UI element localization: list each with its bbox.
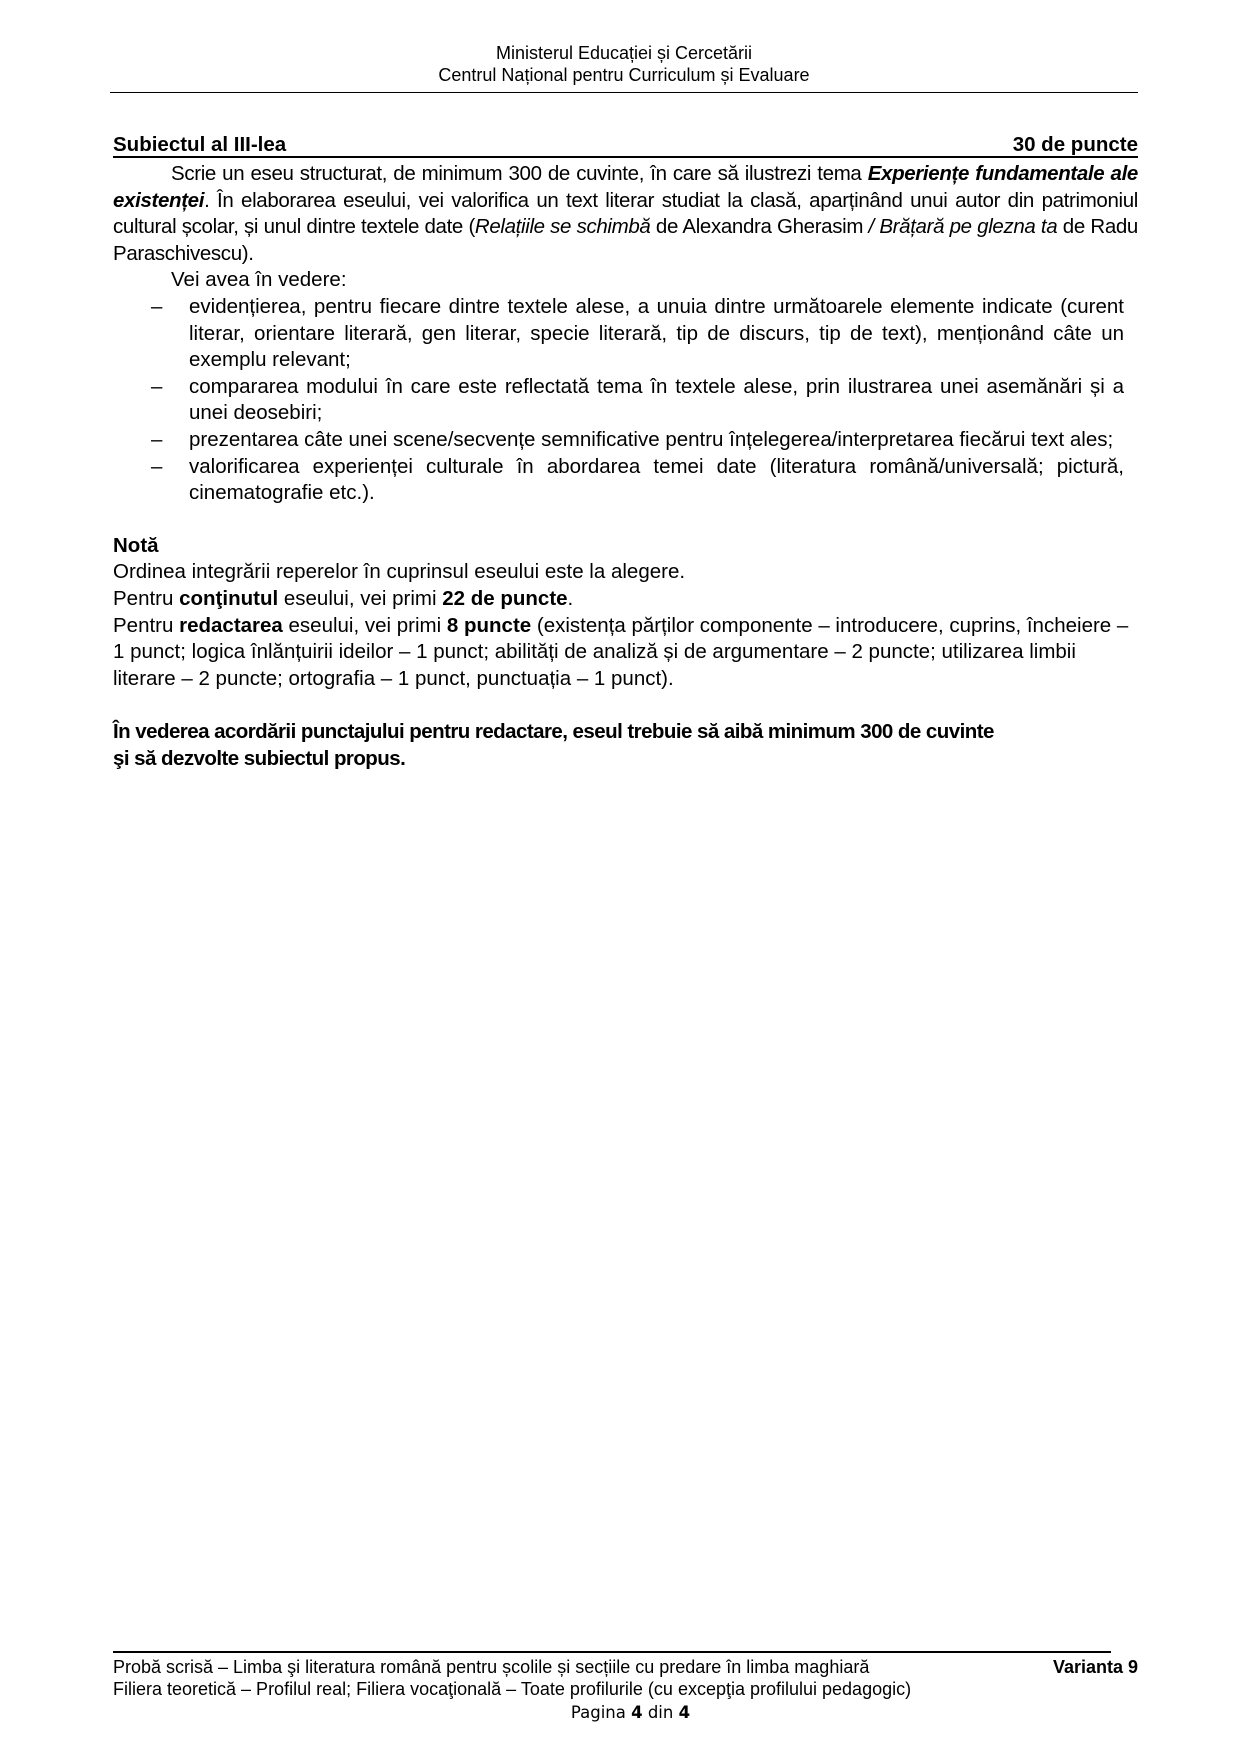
requirement-text: evidențierea, pentru fiecare dintre textele alese, a unuia dintre următoarele elemente indicate (curent literar, orientare literară, gen literar, specie literară, tip de discurs, tip de text), menționând câte un exemplu relevant;	[189, 294, 1124, 372]
requirements-lead: Vei avea în vedere:	[171, 268, 347, 292]
dash-bullet: –	[151, 374, 163, 398]
text: Toate	[520, 1679, 565, 1699]
exam-name: Probă scrisă – Limba şi literatura română pentru școlile și secțiile cu predare în limba maghiară	[113, 1657, 870, 1677]
text: eseului, vei primi	[282, 613, 447, 637]
center-name: Centrul Național pentru Curriculum și Evaluare	[438, 65, 810, 85]
requirements-list	[113, 294, 1124, 507]
text: eseului, vei primi	[278, 586, 443, 610]
ministry-name: Ministerul Educației și Cercetării	[495, 43, 753, 63]
content-points: 22 de puncte	[442, 586, 568, 610]
dash-bullet: –	[151, 454, 163, 478]
text: .	[567, 586, 574, 610]
text-separator: /	[868, 215, 880, 239]
requirement-item	[113, 454, 1124, 507]
essay-prompt	[113, 161, 1138, 267]
variant-label: Varianta 9	[1052, 1657, 1138, 1677]
text1-author: de Alexandra Gherasim	[650, 215, 869, 239]
text: profilurile (cu excepţia profilului pedagogic)	[564, 1679, 912, 1699]
note-content-score	[113, 586, 1138, 613]
text: Pentru	[113, 586, 180, 610]
requirement-text: compararea modului în care este reflectată tema în textele alese, prin ilustrarea unei asemănări și a unei deosebiri;	[189, 374, 1124, 425]
page-number	[113, 1702, 1138, 1724]
prompt-text-1: Scrie un eseu structurat, de minimum 300 de cuvinte, în care să ilustrezi tema	[171, 162, 868, 185]
footer-divider	[113, 1651, 1111, 1653]
header-divider	[110, 92, 1138, 93]
total-pages: 4	[678, 1703, 691, 1722]
dash-bullet: –	[151, 294, 163, 318]
note-order: Ordinea integrării reperelor în cuprinsul eseului este la alegere.	[113, 560, 686, 584]
writing-label: redactarea	[179, 613, 283, 637]
requirement-item	[113, 374, 1124, 427]
current-page: 4	[631, 1703, 643, 1722]
final-line-1: În vederea acordării punctajului pentru redactare, eseul trebuie să aibă minimum 300 de cuvinte	[113, 720, 994, 744]
note-writing-score	[113, 613, 1138, 693]
text2-author: de Radu Paraschivescu).	[113, 215, 1138, 265]
text: Filiera teoretică – Profilul real; Filiera vocaţională –	[113, 1679, 521, 1699]
requirement-item	[113, 427, 1124, 454]
final-requirement	[113, 719, 1138, 772]
text2-title: Brățară pe glezna ta	[879, 215, 1058, 239]
dash-bullet: –	[151, 427, 163, 451]
essay-theme: Experiențe fundamentale ale existenței	[113, 162, 1138, 212]
section-points: 30 de puncte	[1012, 133, 1138, 156]
content-label: conţinutul	[179, 586, 279, 610]
section-heading	[113, 134, 1138, 158]
text1-title: Relațiile se schimbă	[474, 215, 651, 239]
footer-profile-row	[113, 1678, 1138, 1700]
requirement-text: prezentarea câte unei scene/secvențe semnificative pentru înțelegerea/interpretarea fiecărui text ales;	[189, 427, 1114, 451]
text: Pentru	[113, 613, 180, 637]
requirement-item	[113, 294, 1124, 374]
section-title: Subiectul al III-lea	[113, 133, 287, 156]
page-header	[110, 42, 1138, 86]
page-footer	[113, 1656, 1138, 1724]
writing-points: 8 puncte	[446, 613, 532, 637]
text: din	[642, 1703, 679, 1722]
text: Pagina	[570, 1703, 632, 1722]
final-line-2: şi să dezvolte subiectul propus.	[113, 746, 406, 770]
note-title: Notă	[113, 533, 159, 557]
exam-content	[113, 134, 1138, 772]
footer-exam-row	[113, 1656, 1138, 1678]
prompt-text-2: . În elaborarea eseului, vei valorifica un text literar studiat la clasă, aparținând unui autor din patrimoniul cultural școlar, și unul dintre textele date (	[113, 188, 1138, 239]
writing-breakdown: (existența părților componente – introducere, cuprins, încheiere – 1 punct; logica înlănțuirii ideilor – 1 punct; abilități de analiză și de argumentare – 2 puncte; utilizarea limbii literare – 2 puncte; ortografia – 1 punct, punctuația – 1 punct).	[113, 613, 1129, 690]
note-section	[113, 533, 1138, 693]
requirement-text: valorificarea experienței culturale în abordarea temei date (literatura română/universală; pictură, cinematografie etc.).	[189, 454, 1124, 505]
